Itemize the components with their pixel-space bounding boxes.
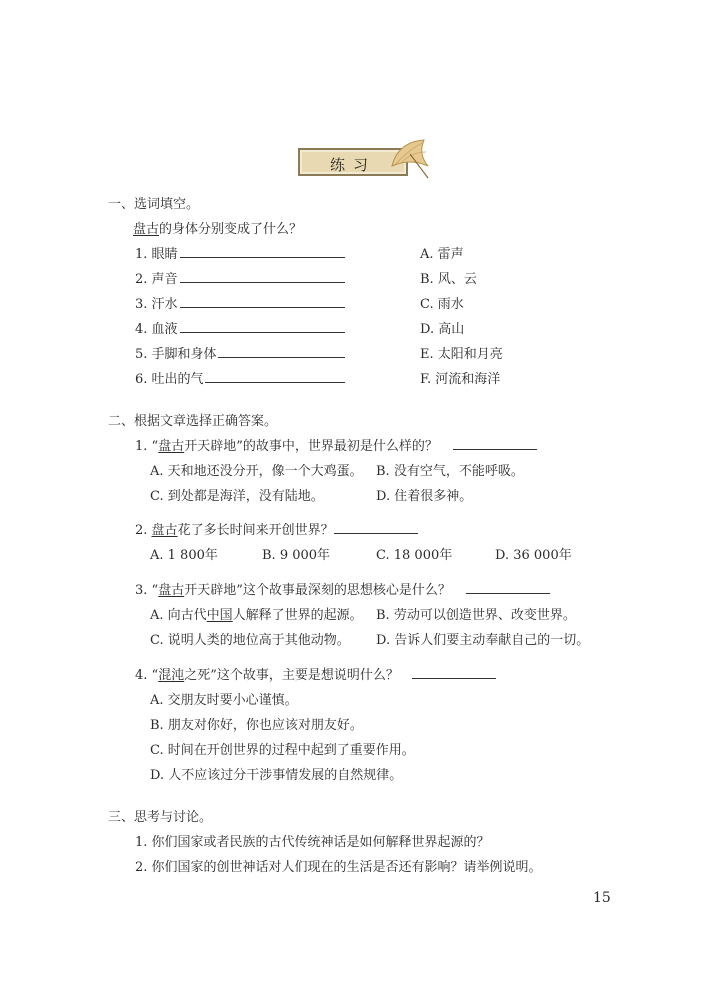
option-f: F. 河流和海洋 [420,372,501,387]
section1-question: 盘古的身体分别变成了什么？ [133,222,303,237]
fill-item-1: 1. 眼睛 [135,247,178,262]
fill-item-4: 4. 血液 [135,322,178,337]
answer-blank-mc2[interactable] [334,533,418,534]
fill-item-3: 3. 汗水 [135,297,178,312]
section2-heading: 二、根据文章选择正确答案。 [108,414,278,429]
page-number: 15 [593,890,611,906]
answer-blank-4[interactable] [180,332,345,333]
answer-blank-mc4[interactable] [412,678,496,679]
fill-item-5: 5. 手脚和身体 [135,347,217,362]
mc1-option-d: D. 住着很多神。 [376,489,473,504]
answer-blank-3[interactable] [180,307,345,308]
section-title: 练习 [329,156,376,174]
mc4-option-c: C. 时间在开创世界的过程中起到了重要作用。 [150,743,415,758]
fill-item-2: 2. 声音 [135,272,178,287]
mc4-option-a: A. 交朋友时要小心谨慎。 [150,693,298,708]
mc1-option-a: A. 天和地还没分开，像一个大鸡蛋。 [150,464,363,479]
mc3-option-b: B. 劳动可以创造世界、改变世界。 [376,608,576,623]
underlined-name-china: 中国 [206,608,233,623]
option-a: A. 雷声 [420,247,464,262]
mc3-option-a: A. 向古代中国人解释了世界的起源。 [150,608,363,623]
option-e: E. 太阳和月亮 [420,347,503,362]
underlined-name-hundun: 混沌 [158,668,185,683]
underlined-name-pangu: 盘古 [133,222,160,237]
option-c: C. 雨水 [420,297,464,312]
mc1-option-b: B. 没有空气，不能呼吸。 [376,464,524,479]
mc-question-4: 4. “混沌之死”这个故事，主要是想说明什么？ [135,668,399,683]
mc2-option-c: C. 18 000年 [376,548,453,563]
answer-blank-mc1[interactable] [453,449,537,450]
mc2-option-b: B. 9 000年 [262,548,331,563]
answer-blank-2[interactable] [180,282,345,283]
mc3-option-d: D. 告诉人们要主动奉献自己的一切。 [376,633,590,648]
mc1-option-c: C. 到处都是海洋，没有陆地。 [150,489,324,504]
mc-question-2: 2. 盘古花了多长时间来开创世界？ [135,523,334,538]
discussion-item-1: 1. 你们国家或者民族的古代传统神话是如何解释世界起源的？ [135,835,490,850]
mc4-option-b: B. 朋友对你好，你也应该对朋友好。 [150,718,363,733]
answer-blank-5[interactable] [218,357,345,358]
option-b: B. 风、云 [420,272,477,287]
underlined-name-pangu: 盘古 [151,523,178,538]
mc3-option-c: C. 说明人类的地位高于其他动物。 [150,633,350,648]
mc2-option-d: D. 36 000年 [495,548,572,563]
answer-blank-1[interactable] [180,257,345,258]
paper-umbrella-icon [388,136,434,182]
mc4-option-d: D. 人不应该过分干涉事情发展的自然规律。 [150,768,403,783]
answer-blank-mc3[interactable] [466,593,550,594]
underlined-name-pangu: 盘古 [158,439,185,454]
mc2-option-a: A. 1 800年 [150,548,218,563]
section1-heading: 一、选词填空。 [108,197,200,212]
section3-heading: 三、思考与讨论。 [108,810,213,825]
mc-question-3: 3. “盘古开天辟地”这个故事最深刻的思想核心是什么？ [135,583,451,598]
answer-blank-6[interactable] [205,382,345,383]
fill-item-6: 6. 吐出的气 [135,372,204,387]
underlined-name-pangu: 盘古 [158,583,185,598]
discussion-item-2: 2. 你们国家的创世神话对人们现在的生活是否还有影响？请举例说明。 [135,860,542,875]
mc-question-1: 1. “盘古开天辟地”的故事中，世界最初是什么样的？ [135,439,438,454]
option-d: D. 高山 [420,322,465,337]
